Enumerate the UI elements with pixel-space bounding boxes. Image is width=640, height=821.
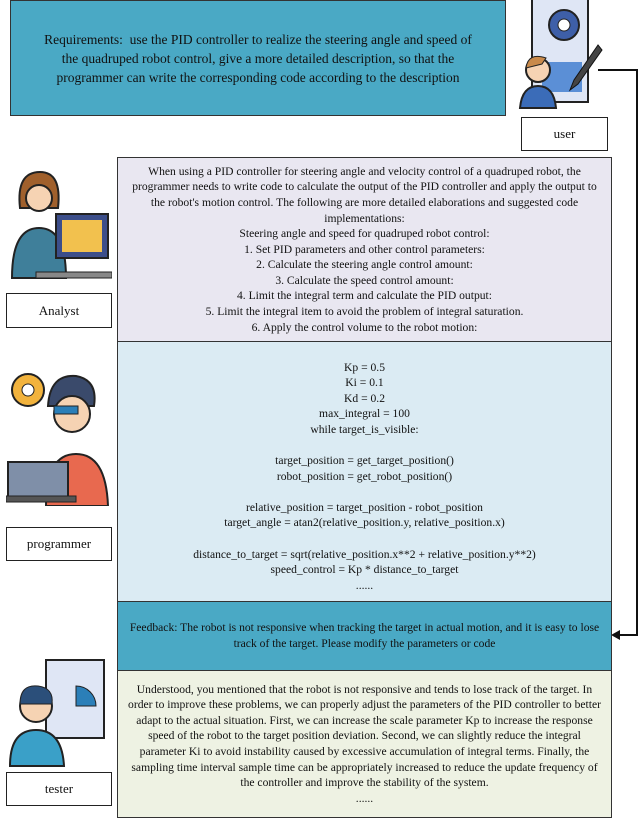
response-box [117, 670, 612, 818]
arrow-head-icon [611, 630, 620, 640]
programmer-label: programmer [6, 527, 112, 561]
tester-icon [6, 656, 112, 768]
code-line [128, 531, 601, 547]
analyst-line: 2. Calculate the steering angle control amount: [256, 258, 473, 272]
connector-line [618, 634, 638, 636]
code-line: ...... [355, 578, 374, 592]
code-line: target_position = get_target_position() [275, 454, 454, 468]
tester-label: tester [6, 772, 112, 806]
programmer-icon [6, 366, 112, 506]
user-document-icon [518, 0, 608, 112]
analyst-intro: When using a PID controller for steering angle and velocity control of a quadruped robot, the programmer needs to write code to calculate the output of the PID controller and apply the output to the robot's motion control. The following are more detailed elaborations and suggested code implementations: [132, 164, 600, 225]
code-line: Ki = 0.1 [345, 376, 384, 390]
code-line: Kp = 0.5 [344, 360, 385, 374]
analyst-line: 3. Calculate the speed control amount: [275, 273, 454, 287]
analyst-line: 6. Apply the control volume to the robot motion: [251, 320, 478, 334]
analyst-line: 5. Limit the integral item to avoid the problem of integral saturation. [205, 305, 524, 319]
code-line: distance_to_target = sqrt(relative_position.x**2 + relative_position.y**2) [193, 547, 536, 561]
analyst-label: Analyst [6, 293, 112, 328]
code-line: Kd = 0.2 [344, 391, 385, 405]
code-line: max_integral = 100 [319, 407, 410, 421]
analyst-icon [6, 168, 112, 288]
code-box [117, 341, 612, 602]
requirement-text: Requirements: use the PID controller to realize the steering angle and speed of the quadruped robot control, give a more detailed description, so that the programmer can write the corresponding code according to the description [44, 31, 476, 85]
analyst-line: 4. Limit the integral term and calculate the PID output: [237, 289, 492, 303]
response-ellipsis: ...... [355, 791, 374, 805]
user-label: user [521, 117, 608, 151]
code-line: robot_position = get_robot_position() [276, 469, 453, 483]
code-line [128, 484, 601, 500]
analyst-line: 1. Set PID parameters and other control parameters: [244, 242, 485, 256]
code-line: target_angle = atan2(relative_position.y, relative_position.x) [224, 516, 505, 530]
response-text: Understood, you mentioned that the robot is not responsive and tends to lose track of the target. In order to improve these problems, we can properly adjust the parameters of the PID controller to better adapt to the actual situation. First, we can increase the scale parameter Kp to increase the response speed of the robot to the target position deviation. Second, we can slightly reduce the integral parameter Ki to avoid instability caused by excessive accumulation of integral terms. Finally, the sampling time interval sample time can be appropriately increased to reduce the update frequency of the controller and improve the stability of the system. [128, 682, 604, 790]
code-line: relative_position = target_position - robot_position [246, 500, 483, 514]
code-line [128, 438, 601, 454]
requirement-box [10, 0, 506, 116]
analyst-box [117, 157, 612, 342]
feedback-text: Feedback: The robot is not responsive when tracking the target in actual motion, and it is easy to lose track of the target. Please modify the parameters or code [129, 621, 603, 650]
code-line: while target_is_visible: [310, 422, 419, 436]
analyst-line: Steering angle and speed for quadruped robot control: [239, 227, 490, 241]
feedback-box [117, 601, 612, 671]
code-line: speed_control = Kp * distance_to_target [270, 563, 459, 577]
connector-line [636, 69, 638, 635]
connector-line [598, 69, 638, 71]
